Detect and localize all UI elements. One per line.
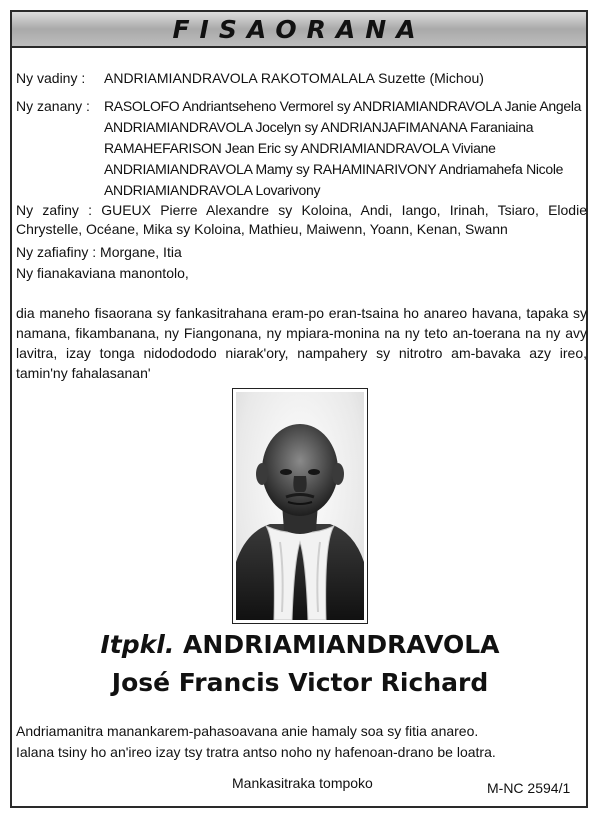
blessing-line: Ialana tsiny ho an'ireo izay tsy tratra antso noho ny hafenoan-drano be loatra. (16, 744, 496, 760)
vadiny-label: Ny vadiny : (16, 70, 86, 86)
blessing-line: Andriamanitra manankarem-pahasoavana anie hamaly soa sy fitia anareo. (16, 723, 479, 739)
reference-code: M-NC 2594/1 (487, 780, 571, 796)
closing-text: Mankasitraka tompoko (232, 775, 373, 791)
deceased-given-names: José Francis Victor Richard (111, 668, 489, 697)
fianakaviana-text: Ny fianakaviana manontolo, (16, 265, 189, 281)
thanks-paragraph: dia maneho fisaorana sy fankasitrahana eram-po eran-tsaina ho anareo havana, tapaka sy namana, fikambanana, ny Fiangonana, ny mpiara-monina na ny teto an-toerana na ny avy lavitra, izay tonga nidodododo niarak'ory, nampahery sy nitrotro am-bavaka azy ireo, tamin'ny fahalasanan' (16, 305, 587, 381)
deceased-name-line (0, 630, 600, 659)
notice-title: FISAORANA (172, 14, 426, 44)
portrait-photo (236, 392, 364, 620)
zafiny-text: Ny zafiny : GUEUX Pierre Alexandre sy Koloina, Andi, Iango, Irinah, Tsiaro, Elodie Chrystelle, Océane, Mika sy Koloina, Mathieu, Maiwenn, Yoann, Kenan, Swann (16, 202, 587, 237)
deceased-prefix: Itpkl. (100, 630, 175, 659)
zafiafiny-text: Ny zafiafiny : Morgane, Itia (16, 244, 182, 260)
zanany-line: ANDRIAMIANDRAVOLA Jocelyn sy ANDRIANJAFIMANANA Faraniaina (104, 119, 534, 135)
zanany-label: Ny zanany : (16, 98, 90, 114)
portrait-frame (232, 388, 368, 624)
header-banner (10, 10, 588, 48)
deceased-surname: ANDRIAMIANDRAVOLA (183, 630, 500, 659)
zanany-line: RASOLOFO Andriantseheno Vermorel sy ANDRIAMIANDRAVOLA Janie Angela (104, 98, 582, 114)
zanany-line: ANDRIAMIANDRAVOLA Mamy sy RAHAMINARIVONY Andriamahefa Nicole (104, 161, 564, 177)
zanany-line: RAMAHEFARISON Jean Eric sy ANDRIAMIANDRAVOLA Viviane (104, 140, 496, 156)
portrait-illustration (236, 392, 364, 620)
vadiny-value: ANDRIAMIANDRAVOLA RAKOTOMALALA Suzette (Michou) (104, 70, 484, 86)
zanany-line: ANDRIAMIANDRAVOLA Lovarivony (104, 182, 321, 198)
